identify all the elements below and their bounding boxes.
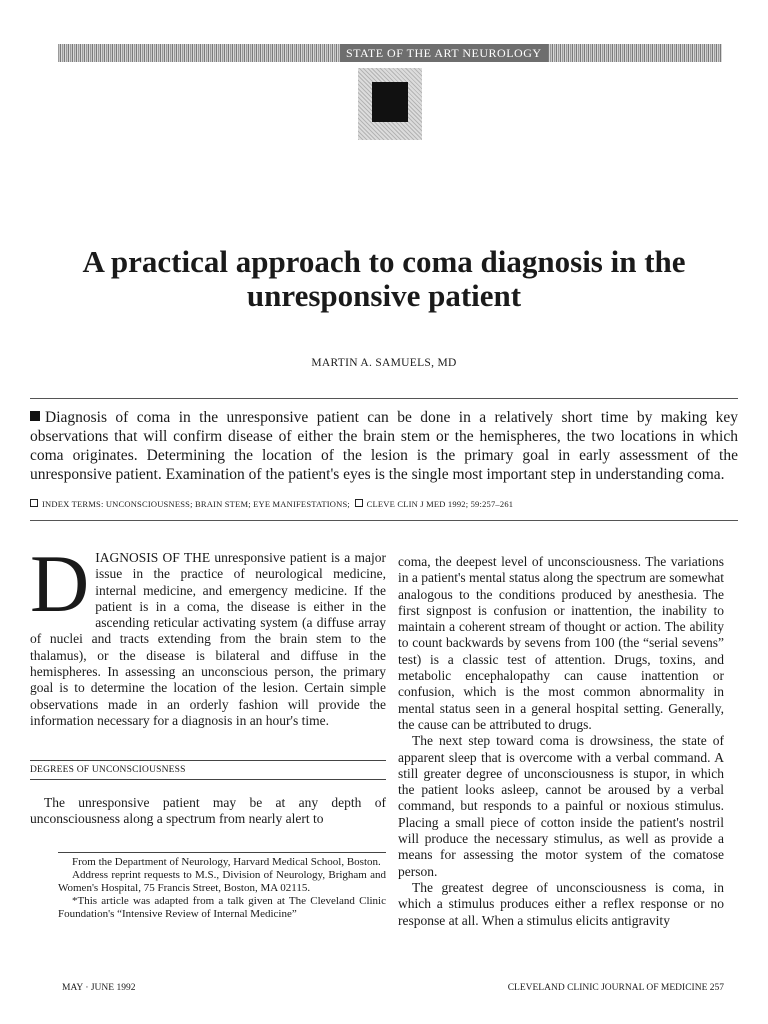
footnote-reprint: Address reprint requests to M.S., Division of Neurology, Brigham and Women's Hospital, 75 Francis Street, Boston, MA 02115. bbox=[58, 869, 386, 894]
right-column bbox=[398, 554, 724, 929]
checkbox-square-icon bbox=[30, 499, 38, 507]
abstract-top-rule bbox=[30, 398, 738, 399]
intro-paragraph bbox=[30, 538, 386, 729]
right-paragraph-1: coma, the deepest level of unconsciousness. The variations in a patient's mental status along the spectrum are somewhat analogous to the conditions produced by anesthesia. The first signpost is confusion or inattention, the inability to maintain a coherent stream of thought or action. The ability to count backwards by sevens from 100 (the “serial sevens” test) is a classic test of attention. Drugs, toxins, and metabolic encephalopathy can cause inattention or confusion, which is the most common abnormality in mental status seen in a general hospital setting. Generally, the cause can be attributed to drugs. bbox=[398, 554, 724, 732]
checkbox-square-icon bbox=[355, 499, 363, 507]
square-bullet-icon bbox=[30, 411, 40, 421]
intro-text: IAGNOSIS OF THE unresponsive patient is a major issue in the practice of neurological medicine, internal medicine, and emergency medicine. If the patient is in a coma, the disease is either in the ascending reticular activating system (a diffuse array of nuclei and tracts extending from the brain stem to the thalamus), or the disease is bilateral and diffuse in the hemispheres. In assessing an unconscious person, the primary goal is to determine the location of the lesion. Certain simple observations made in an orderly fashion will provide the information necessary for a diagnosis in an hour's time. bbox=[30, 550, 386, 728]
citation: CLEVE CLIN J MED 1992; 59:257–261 bbox=[366, 499, 514, 509]
journal-logo-icon bbox=[358, 68, 422, 140]
index-terms: INDEX TERMS: UNCONSCIOUSNESS; BRAIN STEM; EYE MANIFESTATIONS; bbox=[42, 499, 350, 509]
section-heading: DEGREES OF UNCONSCIOUSNESS bbox=[30, 765, 186, 775]
footnote-affiliation: From the Department of Neurology, Harvard Medical School, Boston. bbox=[72, 856, 381, 868]
article-title: A practical approach to coma diagnosis in the unresponsive patient bbox=[82, 244, 686, 313]
abstract-bottom-rule bbox=[30, 520, 738, 521]
section-paragraph: The unresponsive patient may be at any depth of unconsciousness along a spectrum from nearly alert to bbox=[30, 795, 386, 827]
series-label: STATE OF THE ART NEUROLOGY bbox=[340, 44, 548, 62]
logo-core bbox=[372, 82, 408, 122]
footer-journal-page: CLEVELAND CLINIC JOURNAL OF MEDICINE 257 bbox=[507, 983, 724, 993]
right-paragraph-2: The next step toward coma is drowsiness, the state of apparent sleep that is overcome with a verbal command. A still greater degree of unconsciousness is stupor, in which the patient looks asleep, cannot be aroused by a verbal command, but responds to a painful or noxious stimulus. Placing a small piece of cotton inside the patient's nostril will produce the necessary stimulus, as well as provide a means for assessing the motor system of the comatose person. bbox=[398, 733, 724, 879]
author-byline: MARTIN A. SAMUELS, MD bbox=[311, 357, 457, 369]
footnotes bbox=[58, 856, 386, 921]
footnote-rule bbox=[58, 852, 386, 853]
section-rule-top bbox=[30, 760, 386, 761]
index-terms-line bbox=[30, 499, 738, 509]
section-rule-bottom bbox=[30, 779, 386, 780]
abstract bbox=[30, 408, 738, 484]
abstract-text: Diagnosis of coma in the unresponsive patient can be done in a relatively short time by making key observations that will confirm disease of either the brain stem or the hemispheres, the two locations in which coma originates. Determining the location of the lesion is the primary goal in early assessment of the unresponsive patient. Examination of the patient's eyes is the single most important step in understanding coma. bbox=[30, 409, 738, 483]
footnote-adapted: *This article was adapted from a talk given at The Cleveland Clinic Foundation's “Intensive Review of Internal Medicine” bbox=[58, 895, 386, 920]
left-column-continued bbox=[30, 795, 386, 828]
right-paragraph-3: The greatest degree of unconsciousness is coma, in which a stimulus produces either a reflex response or no response at all. When a stimulus elicits antigravity bbox=[398, 879, 724, 928]
left-column bbox=[30, 538, 386, 729]
drop-cap: D bbox=[30, 538, 90, 629]
series-banner bbox=[58, 44, 722, 62]
footer-date: MAY · JUNE 1992 bbox=[62, 983, 136, 993]
